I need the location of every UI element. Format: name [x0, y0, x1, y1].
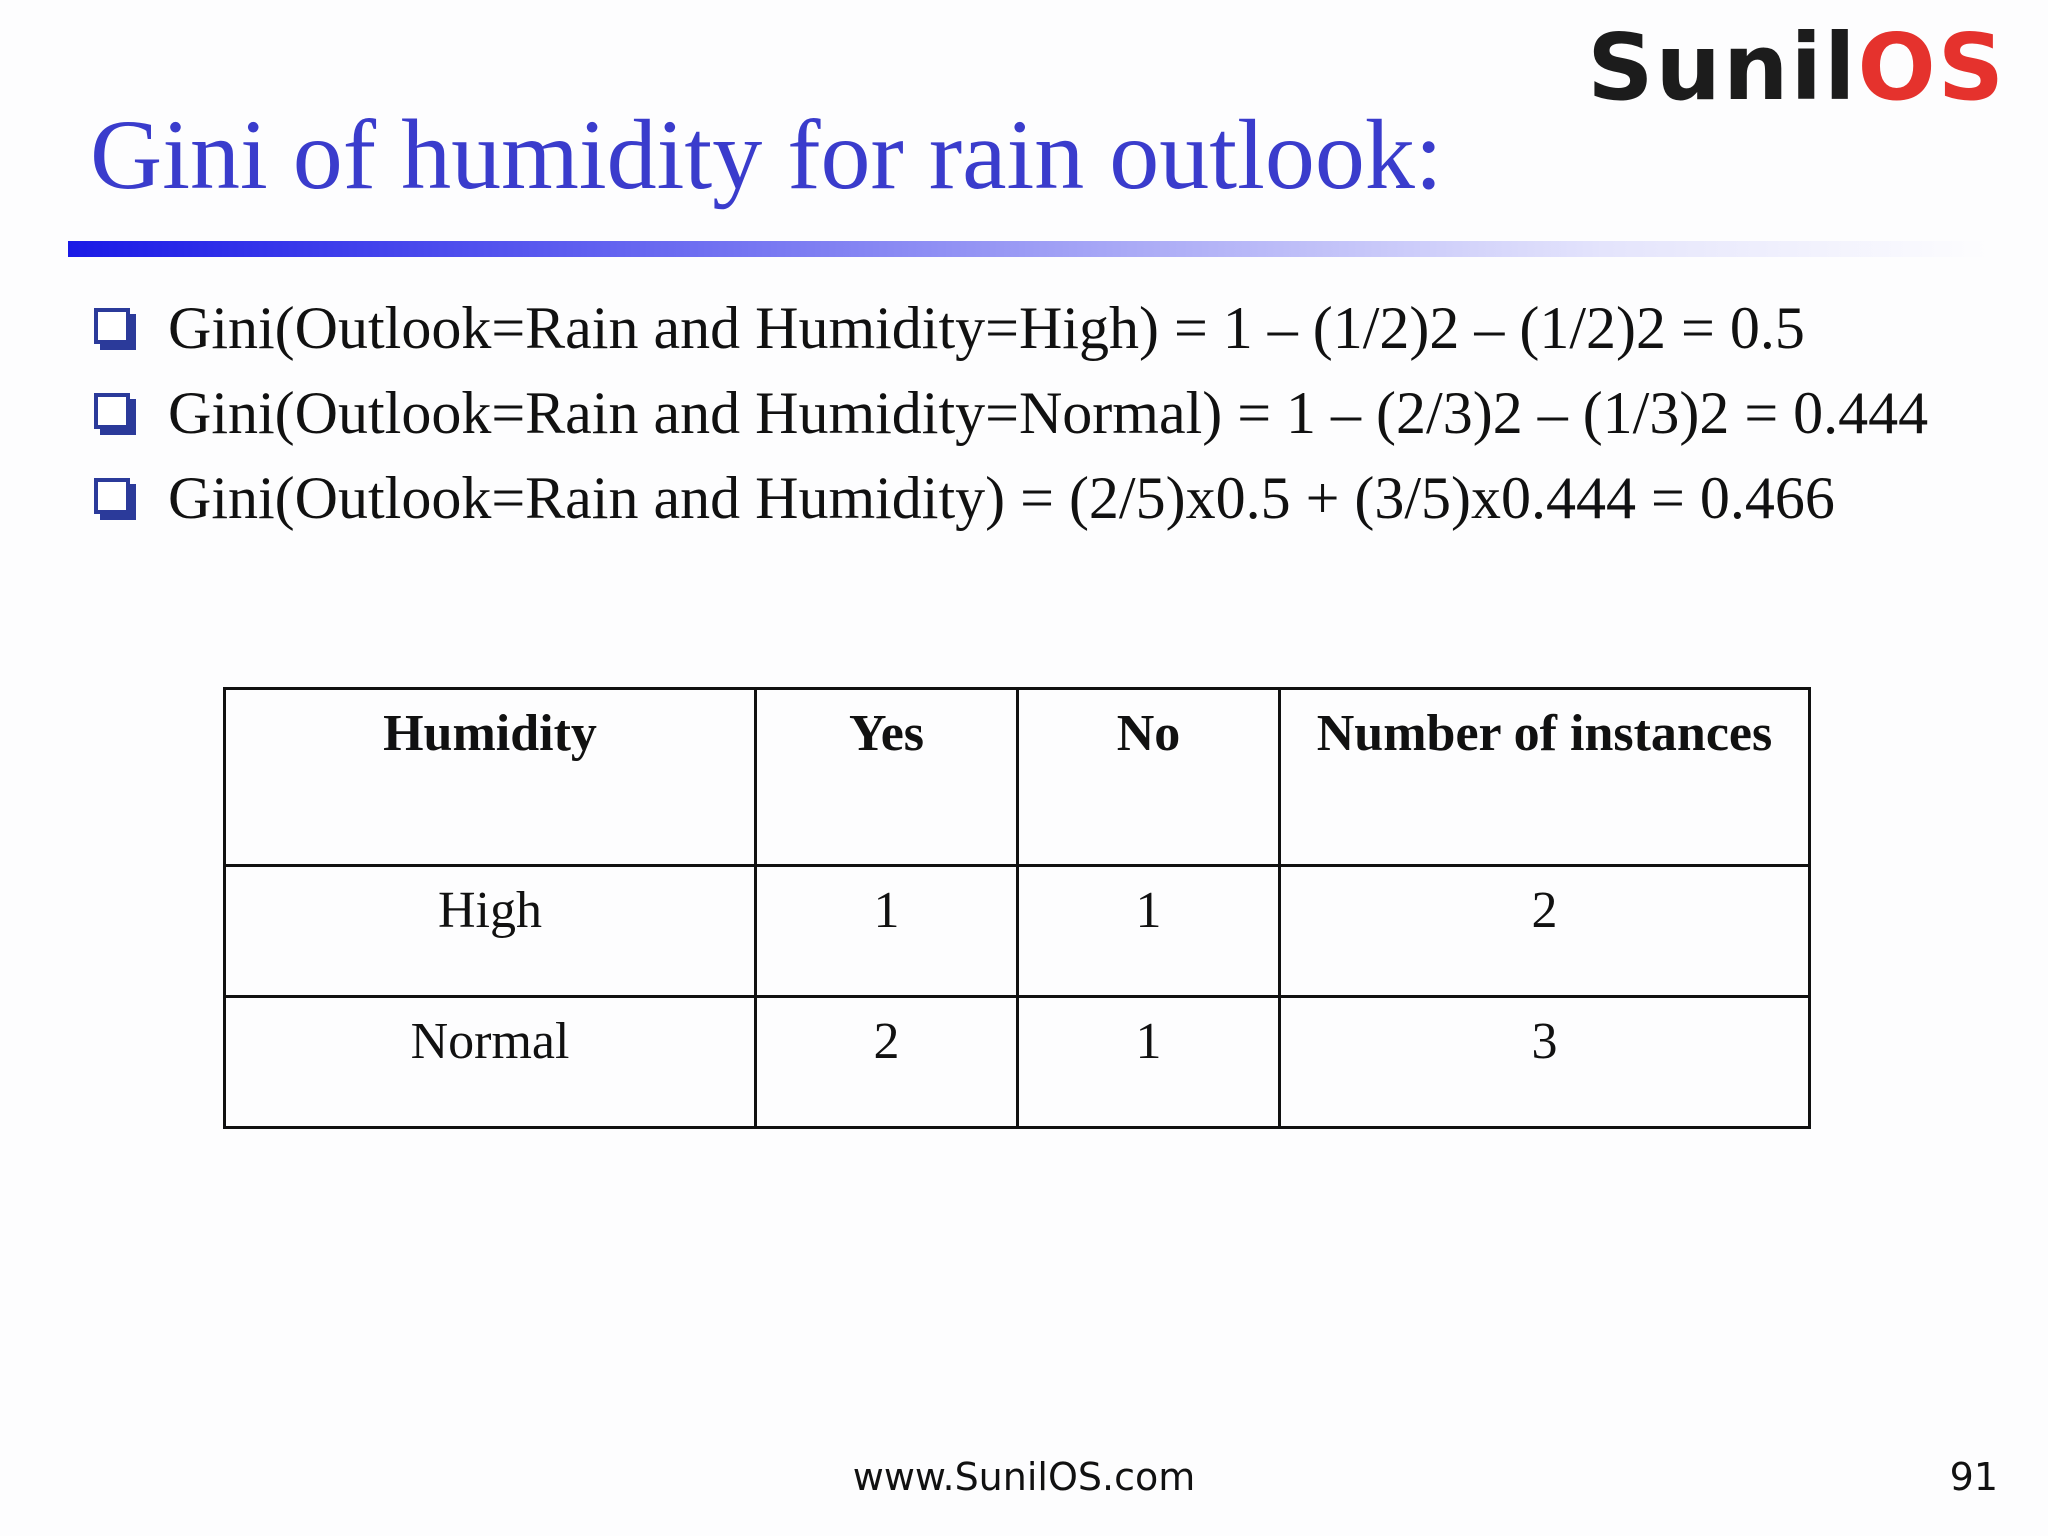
checkbox-square-icon — [94, 393, 130, 429]
humidity-table — [223, 687, 1811, 1129]
table-cell: 1 — [756, 866, 1018, 997]
bullet-text: Gini(Outlook=Rain and Humidity=Normal) = 1 – (2/3)2 – (1/3)2 = 0.444 — [168, 380, 1929, 446]
table-cell: Normal — [225, 997, 756, 1128]
table-row — [225, 866, 1810, 997]
logo-text-dark: Sunil — [1587, 14, 1858, 121]
bullet-list — [90, 290, 1990, 545]
page-number: 91 — [1949, 1455, 1998, 1499]
table-header-cell: Humidity — [225, 689, 756, 866]
table-cell: 2 — [756, 997, 1018, 1128]
logo-text-accent: OS — [1857, 14, 2006, 121]
table-cell: 2 — [1280, 866, 1810, 997]
footer-url: www.SunilOS.com — [852, 1455, 1196, 1499]
table-header-cell: No — [1018, 689, 1280, 866]
table-cell: 1 — [1018, 997, 1280, 1128]
title-underline-gradient — [68, 241, 1988, 257]
table-header-row — [225, 689, 1810, 866]
table-cell: High — [225, 866, 756, 997]
bullet-text: Gini(Outlook=Rain and Humidity=High) = 1 – (1/2)2 – (1/2)2 = 0.5 — [168, 295, 1805, 361]
bullet-item — [90, 290, 1990, 367]
table-header-cell: Number of instances — [1280, 689, 1810, 866]
table-row — [225, 997, 1810, 1128]
bullet-text: Gini(Outlook=Rain and Humidity) = (2/5)x0.5 + (3/5)x0.444 = 0.466 — [168, 465, 1835, 531]
sunilos-logo — [1587, 14, 2006, 121]
table-cell: 3 — [1280, 997, 1810, 1128]
table-cell: 1 — [1018, 866, 1280, 997]
slide-title: Gini of humidity for rain outlook: — [90, 99, 1443, 210]
bullet-item — [90, 460, 1990, 537]
bullet-item — [90, 375, 1990, 452]
checkbox-square-icon — [94, 308, 130, 344]
checkbox-square-icon — [94, 478, 130, 514]
table-header-cell: Yes — [756, 689, 1018, 866]
